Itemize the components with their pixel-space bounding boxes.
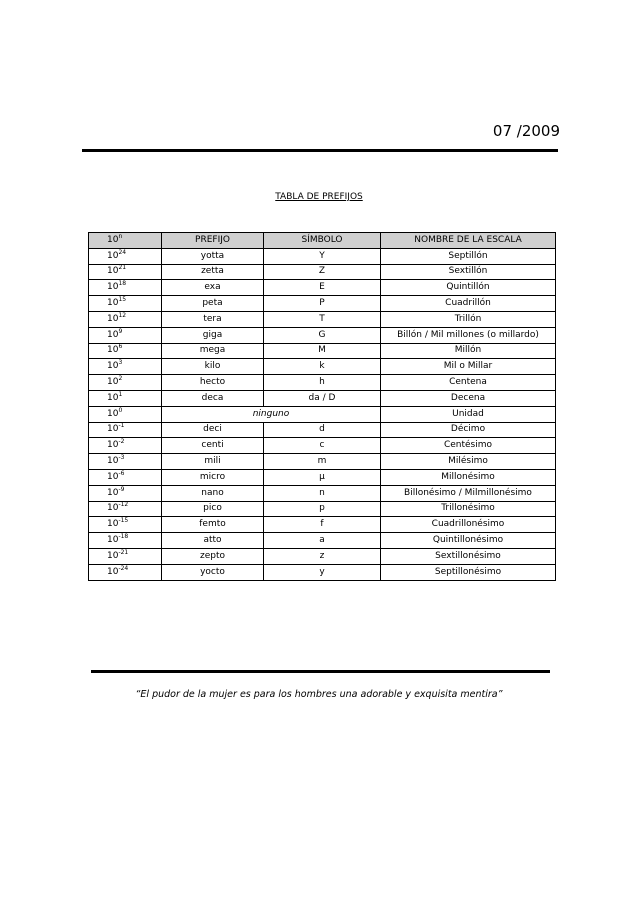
power-cell: $10^9$ bbox=[89, 327, 162, 343]
symbol-cell: Z bbox=[264, 264, 381, 280]
scale-name-cell: Cuadrillón bbox=[381, 296, 556, 312]
symbol-cell: m bbox=[264, 454, 381, 470]
table-row bbox=[89, 469, 556, 485]
bottom-divider bbox=[91, 670, 550, 673]
power-cell: $10^{-18}$ bbox=[89, 533, 162, 549]
power-cell: $10^6$ bbox=[89, 343, 162, 359]
scale-name-cell: Billonésimo / Milmillonésimo bbox=[381, 485, 556, 501]
header-power: 10$^n$ bbox=[89, 233, 162, 249]
power-cell: $10^0$ bbox=[89, 406, 162, 422]
scale-name-cell: Unidad bbox=[381, 406, 556, 422]
scale-name-cell: Millón bbox=[381, 343, 556, 359]
scale-name-cell: Mil o Millar bbox=[381, 359, 556, 375]
table-row bbox=[89, 422, 556, 438]
table-row bbox=[89, 327, 556, 343]
prefix-cell: pico bbox=[162, 501, 264, 517]
prefix-cell: nano bbox=[162, 485, 264, 501]
prefix-table bbox=[88, 232, 556, 581]
power-cell: $10^{-24}$ bbox=[89, 564, 162, 580]
header-prefix: PREFIJO bbox=[162, 233, 264, 249]
power-cell: $10^1$ bbox=[89, 390, 162, 406]
symbol-cell: G bbox=[264, 327, 381, 343]
scale-name-cell: Centena bbox=[381, 375, 556, 391]
table-row bbox=[89, 564, 556, 580]
table-row bbox=[89, 264, 556, 280]
power-cell: $10^{-1}$ bbox=[89, 422, 162, 438]
scale-name-cell: Septillonésimo bbox=[381, 564, 556, 580]
table-row bbox=[89, 359, 556, 375]
prefix-cell: yotta bbox=[162, 248, 264, 264]
scale-name-cell: Quintillonésimo bbox=[381, 533, 556, 549]
symbol-cell: h bbox=[264, 375, 381, 391]
table-header-row bbox=[89, 233, 556, 249]
symbol-cell: da / D bbox=[264, 390, 381, 406]
prefix-cell: centi bbox=[162, 438, 264, 454]
power-cell: $10^{15}$ bbox=[89, 296, 162, 312]
table-row bbox=[89, 248, 556, 264]
footer-quote: “El pudor de la mujer es para los hombres una adorable y exquisita mentira” bbox=[135, 689, 503, 700]
prefix-cell: zepto bbox=[162, 548, 264, 564]
prefix-cell: micro bbox=[162, 469, 264, 485]
table-row bbox=[89, 501, 556, 517]
symbol-cell: f bbox=[264, 517, 381, 533]
power-cell: $10^{-12}$ bbox=[89, 501, 162, 517]
power-cell: $10^3$ bbox=[89, 359, 162, 375]
prefix-cell: giga bbox=[162, 327, 264, 343]
header-scale-name: NOMBRE DE LA ESCALA bbox=[381, 233, 556, 249]
power-cell: $10^{18}$ bbox=[89, 280, 162, 296]
symbol-cell: k bbox=[264, 359, 381, 375]
table-row bbox=[89, 375, 556, 391]
prefix-cell: kilo bbox=[162, 359, 264, 375]
symbol-cell: T bbox=[264, 311, 381, 327]
table-row bbox=[89, 406, 556, 422]
table-title: TABLA DE PREFIJOS bbox=[275, 192, 363, 202]
power-cell: $10^{-9}$ bbox=[89, 485, 162, 501]
symbol-cell: y bbox=[264, 564, 381, 580]
table-row bbox=[89, 311, 556, 327]
power-cell: $10^{-21}$ bbox=[89, 548, 162, 564]
table-row bbox=[89, 343, 556, 359]
scale-name-cell: Billón / Mil millones (o millardo) bbox=[381, 327, 556, 343]
prefix-cell: deci bbox=[162, 422, 264, 438]
power-cell: $10^{-3}$ bbox=[89, 454, 162, 470]
scale-name-cell: Millonésimo bbox=[381, 469, 556, 485]
prefix-cell: yocto bbox=[162, 564, 264, 580]
scale-name-cell: Septillón bbox=[381, 248, 556, 264]
scale-name-cell: Cuadrillonésimo bbox=[381, 517, 556, 533]
prefix-cell: zetta bbox=[162, 264, 264, 280]
power-cell: $10^{-15}$ bbox=[89, 517, 162, 533]
prefix-cell: deca bbox=[162, 390, 264, 406]
table-row bbox=[89, 485, 556, 501]
power-cell: $10^{12}$ bbox=[89, 311, 162, 327]
scale-name-cell: Trillonésimo bbox=[381, 501, 556, 517]
prefix-cell: exa bbox=[162, 280, 264, 296]
symbol-cell: c bbox=[264, 438, 381, 454]
symbol-cell: p bbox=[264, 501, 381, 517]
power-cell: $10^{-6}$ bbox=[89, 469, 162, 485]
table-row bbox=[89, 296, 556, 312]
top-divider bbox=[82, 149, 558, 152]
prefix-cell: mega bbox=[162, 343, 264, 359]
scale-name-cell: Centésimo bbox=[381, 438, 556, 454]
symbol-cell: M bbox=[264, 343, 381, 359]
symbol-cell: Y bbox=[264, 248, 381, 264]
scale-name-cell: Sextillón bbox=[381, 264, 556, 280]
power-cell: $10^2$ bbox=[89, 375, 162, 391]
symbol-cell: a bbox=[264, 533, 381, 549]
symbol-cell: P bbox=[264, 296, 381, 312]
table-row bbox=[89, 533, 556, 549]
scale-name-cell: Milésimo bbox=[381, 454, 556, 470]
scale-name-cell: Sextillonésimo bbox=[381, 548, 556, 564]
prefix-cell: hecto bbox=[162, 375, 264, 391]
power-cell: $10^{-2}$ bbox=[89, 438, 162, 454]
prefix-cell: atto bbox=[162, 533, 264, 549]
symbol-cell: z bbox=[264, 548, 381, 564]
table-row bbox=[89, 438, 556, 454]
document-date: 07 /2009 bbox=[492, 122, 560, 140]
power-cell: $10^{21}$ bbox=[89, 264, 162, 280]
scale-name-cell: Décimo bbox=[381, 422, 556, 438]
power-cell: $10^{24}$ bbox=[89, 248, 162, 264]
prefix-cell: peta bbox=[162, 296, 264, 312]
prefix-cell: femto bbox=[162, 517, 264, 533]
symbol-cell: d bbox=[264, 422, 381, 438]
table-row bbox=[89, 280, 556, 296]
scale-name-cell: Decena bbox=[381, 390, 556, 406]
prefix-cell: mili bbox=[162, 454, 264, 470]
table-row bbox=[89, 548, 556, 564]
header-symbol: SÍMBOLO bbox=[264, 233, 381, 249]
merged-prefix-cell: ninguno bbox=[162, 406, 381, 422]
prefix-cell: tera bbox=[162, 311, 264, 327]
table-row bbox=[89, 454, 556, 470]
scale-name-cell: Trillón bbox=[381, 311, 556, 327]
symbol-cell: µ bbox=[264, 469, 381, 485]
symbol-cell: n bbox=[264, 485, 381, 501]
table-row bbox=[89, 517, 556, 533]
scale-name-cell: Quintillón bbox=[381, 280, 556, 296]
table-row bbox=[89, 390, 556, 406]
symbol-cell: E bbox=[264, 280, 381, 296]
